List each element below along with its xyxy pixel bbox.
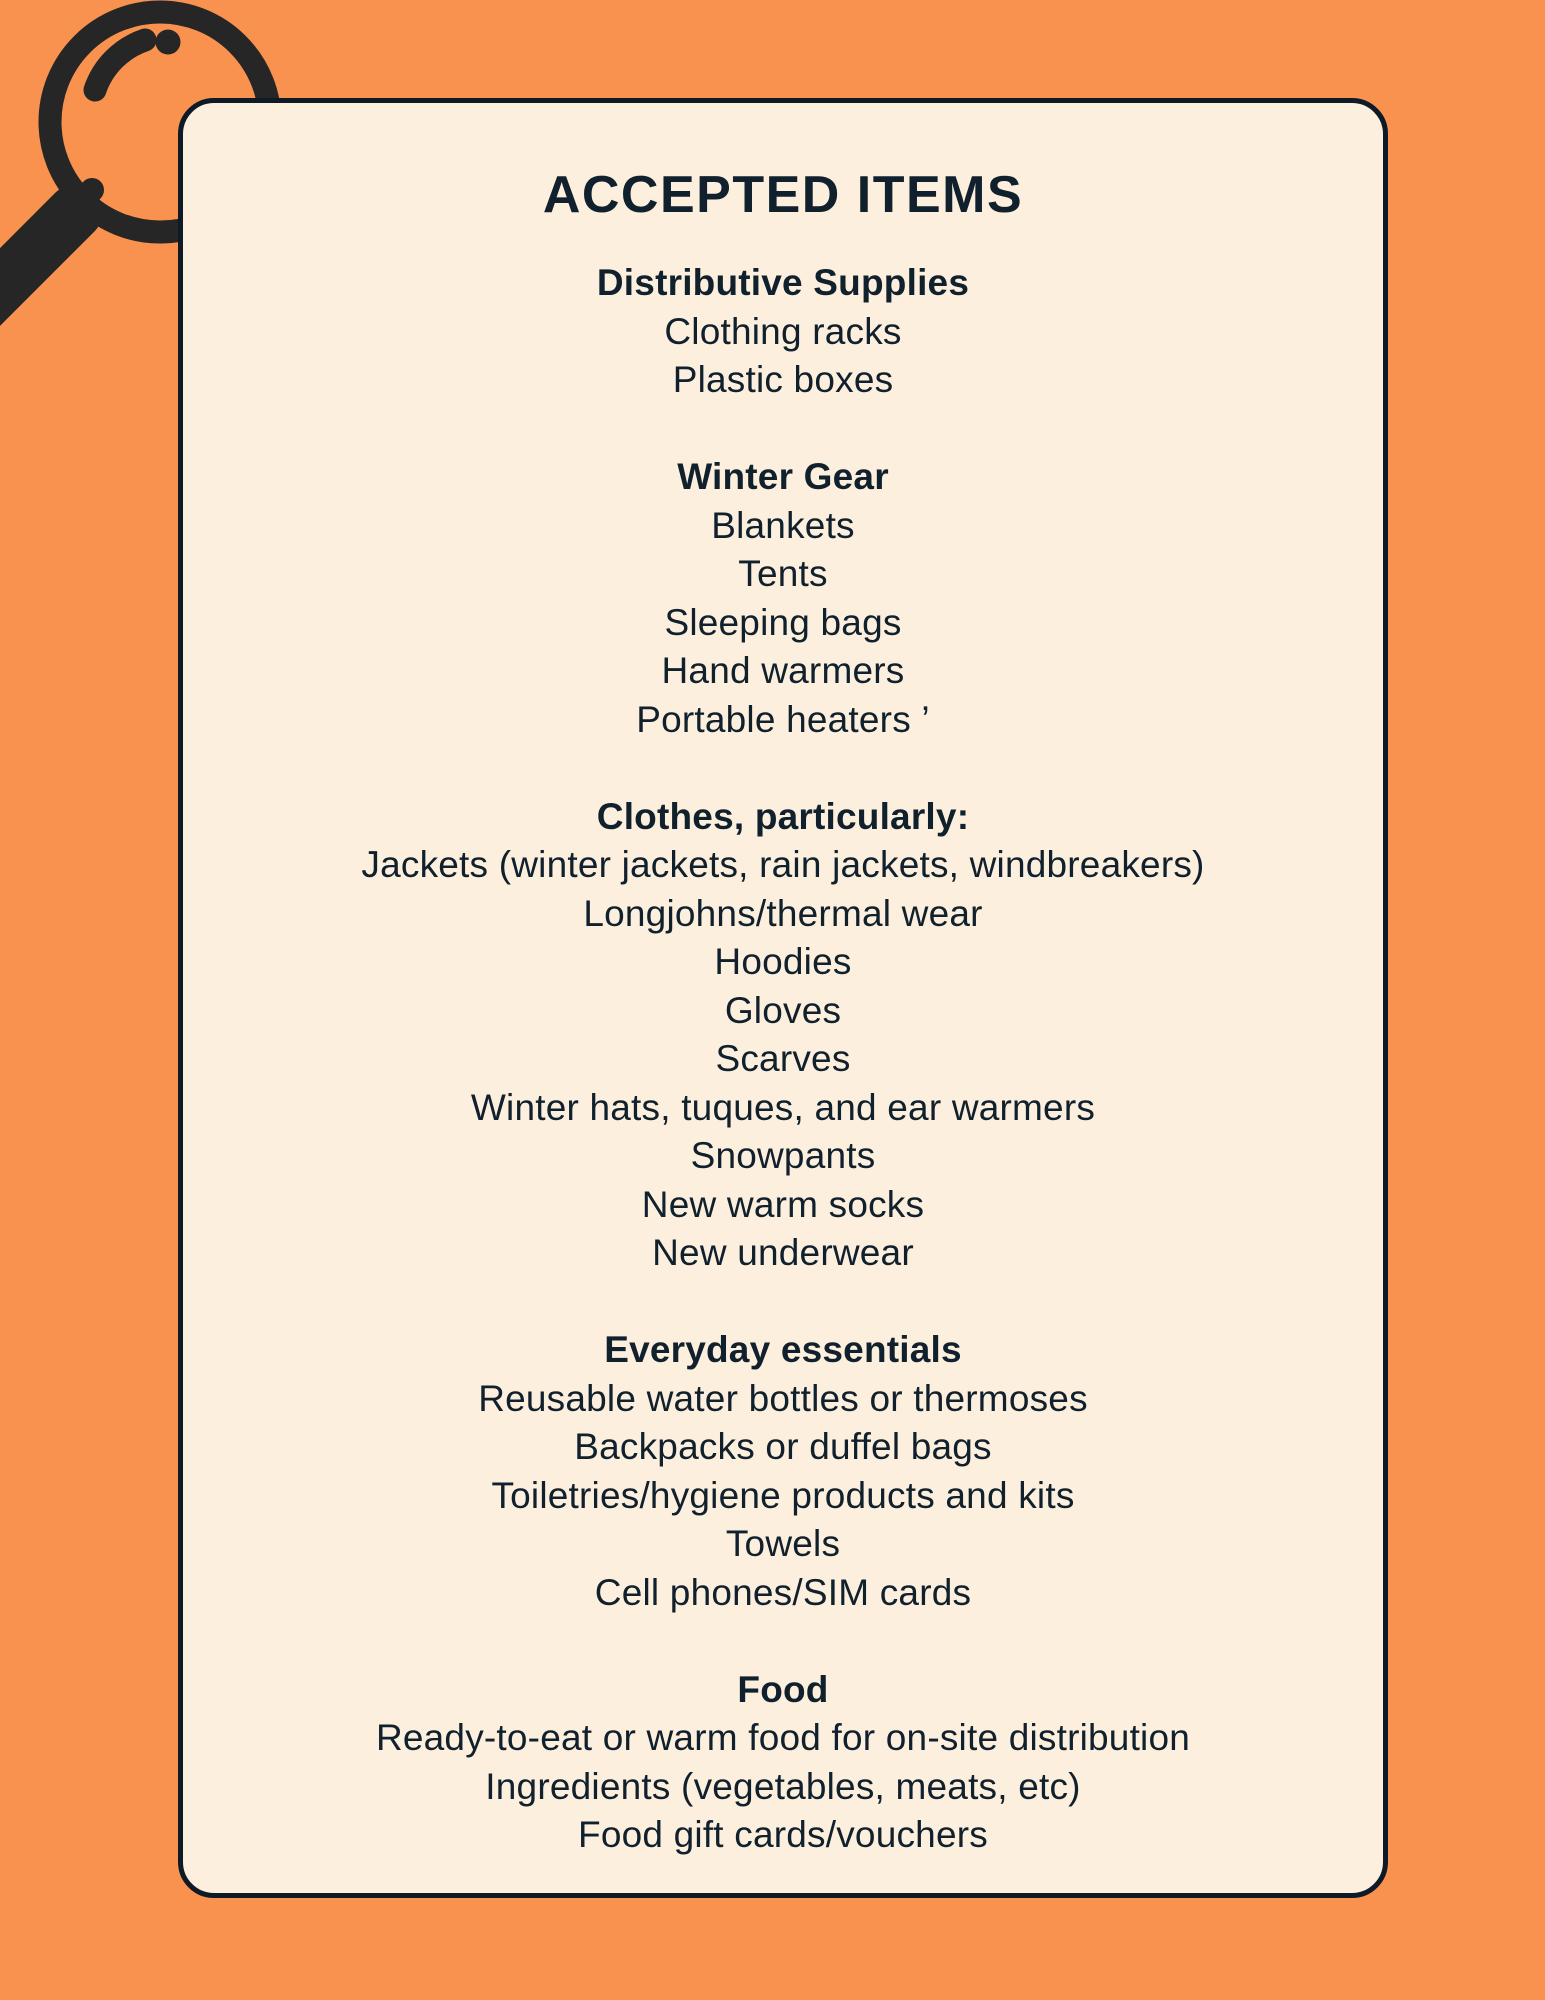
list-item: Gloves	[724, 989, 842, 1031]
list-item: Toiletries/hygiene products and kits	[491, 1474, 1075, 1516]
section-food	[183, 1666, 1383, 1860]
accepted-items-card	[178, 98, 1388, 1898]
list-item: Scarves	[715, 1038, 851, 1079]
section-heading: Clothes, particularly:	[596, 795, 970, 837]
list-item: Backpacks or duffel bags	[574, 1426, 992, 1467]
list-item: Ready-to-eat or warm food for on-site distribution	[375, 1717, 1191, 1758]
magnifier-highlight-dot	[156, 30, 181, 55]
list-item: Longjohns/thermal wear	[583, 892, 983, 934]
magnifier-handle	[0, 212, 75, 367]
list-item: Reusable water bottles or thermoses	[478, 1377, 1088, 1419]
list-item: Winter hats, tuques, and ear warmers	[470, 1086, 1096, 1128]
section-winter-gear	[183, 453, 1383, 744]
page-title: ACCEPTED ITEMS	[542, 166, 1024, 224]
section-everyday-essentials	[183, 1326, 1383, 1617]
list-item: Portable heaters ’	[636, 698, 930, 740]
list-item: Ingredients (vegetables, meats, etc)	[485, 1765, 1081, 1807]
section-heading: Food	[737, 1668, 829, 1710]
section-heading: Everyday essentials	[604, 1329, 962, 1370]
list-item: Snowpants	[690, 1135, 876, 1176]
section-heading: Winter Gear	[677, 456, 889, 497]
list-item: Sleeping bags	[664, 601, 902, 643]
list-item: New warm socks	[641, 1183, 925, 1225]
list-item: Plastic boxes	[672, 359, 894, 400]
section-distributive-supplies	[183, 259, 1383, 405]
list-item: New underwear	[652, 1232, 914, 1273]
section-heading: Distributive Supplies	[596, 262, 970, 303]
list-item: Hoodies	[714, 941, 852, 982]
list-item: Clothing racks	[664, 310, 902, 352]
list-item: Jackets (winter jackets, rain jackets, windbreakers)	[361, 844, 1205, 885]
magnifier-highlight-arc	[95, 40, 145, 90]
list-item: Towels	[725, 1523, 841, 1564]
list-item: Tents	[738, 553, 828, 594]
list-item: Hand warmers	[661, 650, 905, 691]
section-clothes	[183, 793, 1383, 1278]
list-item: Cell phones/SIM cards	[594, 1571, 972, 1613]
list-item: Blankets	[711, 504, 855, 546]
list-item: Food gift cards/vouchers	[578, 1814, 988, 1855]
